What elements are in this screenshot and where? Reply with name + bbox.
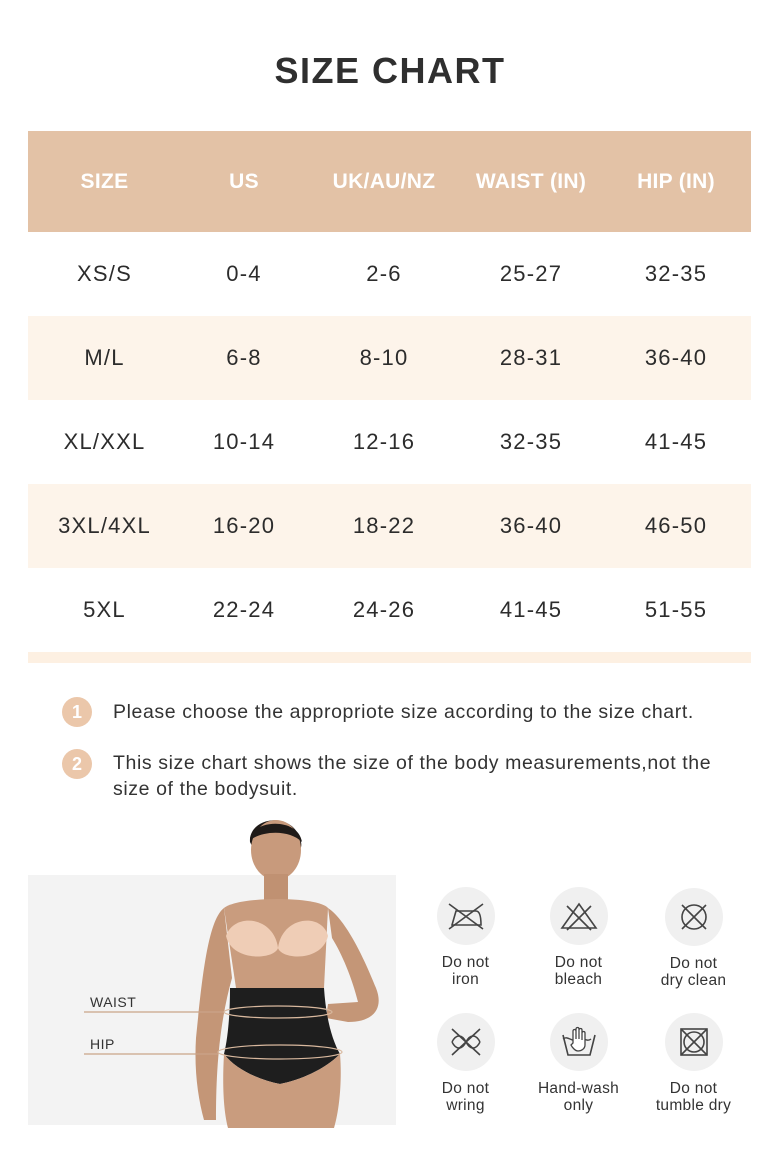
care-item-hand-wash [521, 1013, 636, 1114]
do-not-tumble-dry-icon [676, 1024, 712, 1060]
care-label-line2: tumble dry [655, 1097, 732, 1114]
header-hip: HIP (IN) [637, 169, 715, 193]
care-label-line1: Do not [554, 954, 603, 971]
care-label-line2: wring [446, 1097, 485, 1114]
note-text: Please choose the appropriote size according to the size chart. [113, 701, 694, 723]
hand-wash-icon [559, 1025, 599, 1059]
care-label-line1: Hand-wash [537, 1080, 620, 1097]
cell-us: 0-4 [226, 261, 262, 286]
model-figure [28, 808, 396, 1128]
care-item-do-not-iron [408, 887, 523, 988]
cell-waist: 36-40 [499, 513, 563, 538]
care-item-do-not-wring [408, 1013, 523, 1114]
care-label-line2: only [563, 1097, 594, 1114]
table-row [28, 232, 751, 316]
model-neck [264, 874, 288, 900]
header-us: US [229, 169, 259, 193]
cell-size: XS/S [77, 261, 132, 286]
do-not-wring-icon [446, 1026, 486, 1058]
care-label-line1: Do not [669, 955, 718, 972]
header-uk-au-nz: UK/AU/NZ [332, 169, 436, 193]
note-text: This size chart shows the size of the body measurements,not the size of the bodysuit. [113, 752, 712, 800]
care-label-line2: bleach [554, 971, 603, 988]
do-not-dry-clean-icon [676, 899, 712, 935]
table-header-row [28, 131, 751, 232]
do-not-iron-icon [446, 901, 486, 931]
header-waist: WAIST (IN) [475, 169, 587, 193]
care-label-line1: Do not [669, 1080, 718, 1097]
care-label-line2: dry clean [660, 972, 727, 989]
do-not-bleach-icon [559, 900, 599, 932]
cell-hip: 51-55 [644, 597, 708, 622]
cell-waist: 32-35 [499, 429, 563, 454]
table-row [28, 568, 751, 652]
care-item-do-not-dry-clean [636, 888, 751, 989]
cell-us: 6-8 [226, 345, 262, 370]
care-item-do-not-tumble-dry [636, 1013, 751, 1114]
page-title: SIZE CHART [274, 50, 506, 91]
cell-hip: 41-45 [644, 429, 708, 454]
cell-hip: 46-50 [644, 513, 708, 538]
cell-uk: 2-6 [366, 261, 402, 286]
cell-uk: 8-10 [359, 345, 409, 370]
cell-hip: 32-35 [644, 261, 708, 286]
model-right-arm [326, 908, 379, 1022]
cell-hip: 36-40 [644, 345, 708, 370]
hip-label: HIP [90, 1036, 115, 1052]
table-row [28, 400, 751, 484]
size-chart-table [28, 131, 751, 663]
cell-waist: 25-27 [499, 261, 563, 286]
note-2 [62, 749, 762, 802]
note-1 [62, 697, 762, 727]
table-row [28, 484, 751, 568]
cell-size: 5XL [83, 597, 126, 622]
cell-us: 22-24 [212, 597, 276, 622]
cell-us: 10-14 [212, 429, 276, 454]
cell-size: 3XL/4XL [58, 513, 151, 538]
table-row [28, 316, 751, 400]
care-label-line1: Do not [441, 1080, 490, 1097]
cell-waist: 41-45 [499, 597, 563, 622]
note-number-badge: 1 [62, 697, 92, 727]
cell-waist: 28-31 [499, 345, 563, 370]
cell-us: 16-20 [212, 513, 276, 538]
note-number-badge: 2 [62, 749, 92, 779]
waist-label: WAIST [90, 994, 137, 1010]
cell-size: M/L [84, 345, 125, 370]
cell-uk: 24-26 [352, 597, 416, 622]
table-bottom-bar [28, 652, 751, 663]
cell-uk: 18-22 [352, 513, 416, 538]
cell-uk: 12-16 [352, 429, 416, 454]
header-size: SIZE [80, 169, 129, 193]
care-label-line1: Do not [441, 954, 490, 971]
care-label-line2: iron [451, 971, 480, 988]
care-item-do-not-bleach [521, 887, 636, 988]
cell-size: XL/XXL [63, 429, 146, 454]
